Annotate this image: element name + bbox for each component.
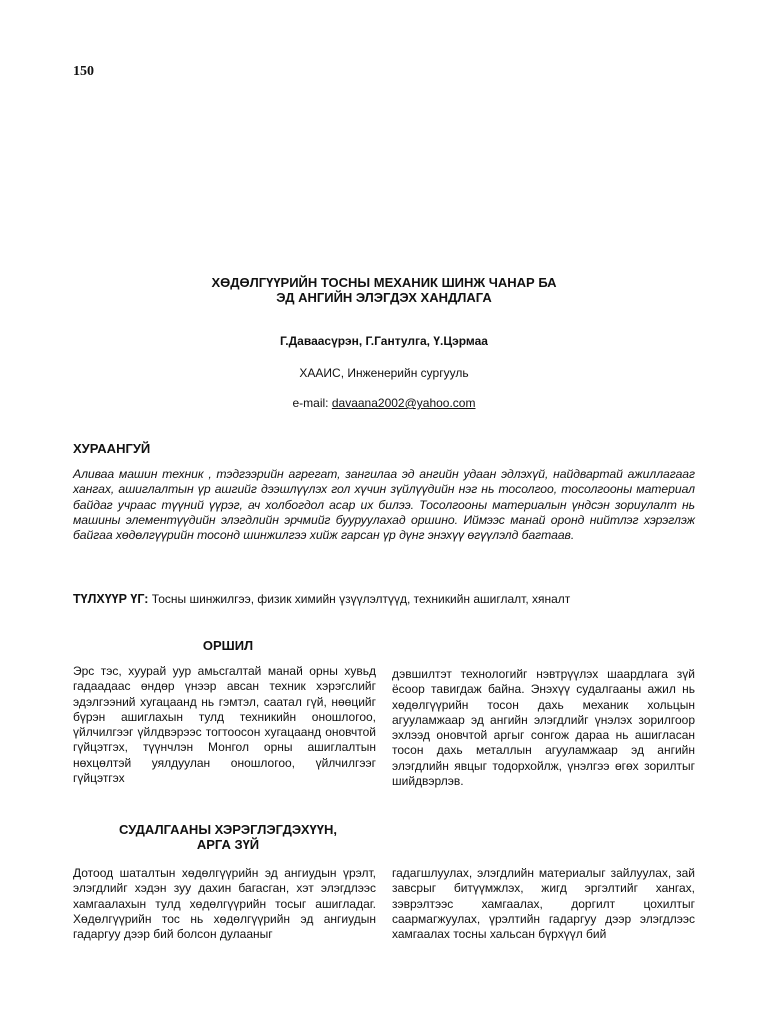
introduction-right-column: дэвшилтэт технологийг нэвтрүүлэх шаардлага зүй ёсоор тавигдаж байна. Энэхүү судалгааны ажил нь хөдөлгүүрийн тосон дахь механик хольцын агууламжаар эд ангийн элэгдлийг үнэлэх зорилгоор эхлээд оновчтой аргыг сонгож дараа нь ашигласан тосон дахь металлын агууламжаар эд ангийн элэгдлийн явцыг тодорхойлж, үнэлгээ өгөх зорилтыг шийдвэрлэв. (392, 667, 695, 789)
abstract-text: Аливаа машин техник , тэдгээрийн агрегат, зангилаа эд ангийн удаан эдлэхүй, найдвартай ажиллагааг хангах, ашиглалтын үр ашгийг дээшлүүлэх гол хүчин зүйлүүдийн нэг нь тосолгоо, тосолгооны материал байдаг учраас түүний үүрэг, ач холбогдол асар их билээ. Тосолгооны материалын үндсэн зориулалт нь машины элементүүдийн элэгдлийн эрчмийг бууруулахад оршино. Иймээс манай оронд нийтлэг хэрэглэж байгаа хөдөлгүүрийн тосонд шинжилгээ хийж гарсан үр дүнг энэхүү өгүүлэлд багтаав. (73, 467, 695, 543)
methods-heading-line-1: СУДАЛГААНЫ ХЭРЭГЛЭГДЭХҮҮН, (119, 822, 337, 837)
methods-left-column: Дотоод шаталтын хөдөлгүүрийн эд ангиудын үрэлт, элэгдлийг хэдэн зуу дахин багасган, хэт элэгдлээс хамгаалахын тулд хөдөлгүүрийн тосыг ашигладаг. Хөдөлгүүрийн тос нь хөдөлгүүрийн эд ангиудын гадаргуу дээр бий болсон дулааныг (73, 866, 376, 942)
methods-heading-line-2: АРГА ЗҮЙ (196, 837, 260, 852)
title-line-1: ХӨДӨЛГҮҮРИЙН ТОСНЫ МЕХАНИК ШИНЖ ЧАНАР БА (211, 275, 557, 290)
email-line (0, 396, 768, 410)
introduction-left-column: Эрс тэс, хуурай уур амьсгалтай манай орны хувьд гадаадаас өндөр үнээр авсан техник хэрэгслийг эдэлгээний хугацаанд нь гэмтэл, саатал гүй, нөөцийг бүрэн ашиглахын тулд техникийн оношлогоо, үйлчилгээг үйлдвэрээс тогтоосон хугацаанд оновчтой гүйцэтгэх, түүнчлэн Монгол орны ашиглалтын нөхцөлтэй уялдуулан оношлогоо, үйлчилгээг гүйцэтгэх (73, 664, 376, 786)
keywords-label: ТҮЛХҮҮР ҮГ: (73, 592, 149, 606)
page-number: 150 (73, 64, 94, 79)
email-label: e-mail: (292, 396, 329, 410)
methods-heading (73, 822, 383, 852)
methods-right-column: гадагшлуулах, элэгдлийн материалыг зайлуулах, зай завсрыг битүүмжлэх, жигд эргэлтийг хангах, зэврэлтээс хамгаалах, доргилт цохилтыг саармагжуулах, үрэлтийн гадаргуу дээр элэгдлээс хамгаалах тосны хальсан бүрхүүл бий (392, 866, 695, 942)
paper-title (0, 275, 768, 305)
authors: Г.Даваасүрэн, Г.Гантулга, Ү.Цэрмаа (280, 334, 488, 348)
abstract-heading: ХУРААНГУЙ (73, 441, 151, 456)
introduction-heading: ОРШИЛ (202, 638, 254, 653)
keywords-text: Тосны шинжилгээ, физик химийн үзүүлэлтүүд, техникийн ашиглалт, хяналт (151, 592, 571, 606)
title-line-2: ЭД АНГИЙН ЭЛЭГДЭХ ХАНДЛАГА (276, 290, 492, 305)
affiliation: ХААИС, Инженерийн сургууль (299, 366, 469, 380)
keywords (73, 592, 713, 606)
email-link[interactable]: davaana2002@yahoo.com (331, 396, 476, 410)
